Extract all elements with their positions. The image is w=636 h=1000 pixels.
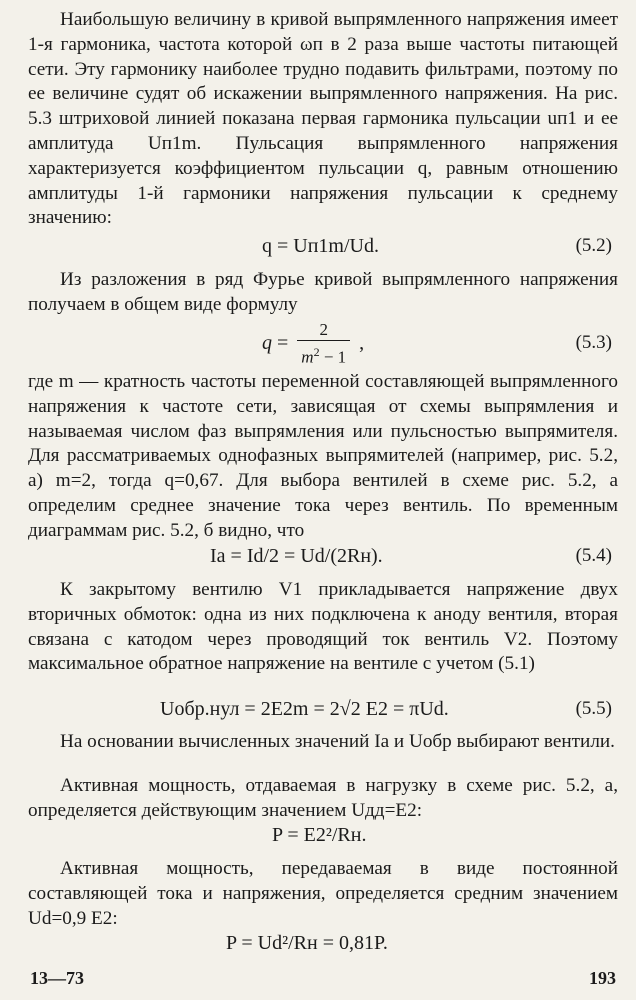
formula-5-3: [28, 320, 618, 367]
fraction: $\frac{2}{m^2 - 1}$: [297, 320, 350, 369]
formula-5-3-expression: q = $\frac{2}{m^2 - 1}$ ,: [262, 320, 365, 367]
formula-power-dc: [28, 928, 618, 958]
formula-5-5-number: (5.5): [575, 698, 612, 719]
paragraph-active-power-rms: Активная мощность, отдаваемая в нагрузку в схеме рис. 5.2, а, определяется действующим значением Uдд=E2:: [28, 775, 618, 821]
formula-5-3-number: (5.3): [575, 332, 612, 353]
formula-5-4: [28, 541, 618, 571]
formula-power-dc-expression: P = Ud²/Rн = 0,81P.: [226, 932, 388, 954]
paragraph-pulsation-number: где m — кратность частоты переменной составляющей выпрямленного напряжения к частоте сети, зависящая от схемы выпрямления и называемая числом фаз выпрямления или пульсностью выпрямителя. Для рассматриваемых однофазных выпрямителей (например, рис. 5.2, а) m=2, тогда q=0,67. Для выбора вентилей в схеме рис. 5.2, а определим среднее значение тока через вентиль. По временным диаграммам рис. 5.2, б видно, что: [28, 371, 618, 541]
printer-signature: 13—73: [30, 968, 84, 988]
formula-5-5: [28, 694, 618, 724]
formula-5-5-expression: Uобр.нул = 2E2m = 2√2 E2 = πUd.: [160, 698, 449, 720]
paragraph-fourier: Из разложения в ряд Фурье кривой выпрямленного напряжения получаем в общем виде формулу: [28, 269, 618, 315]
paragraph-choose-valves: На основании вычисленных значений Iа и Uобр выбирают вентили.: [60, 731, 615, 752]
formula-power-rms: [28, 820, 618, 850]
paragraph-first-harmonic: Наибольшую величину в кривой выпрямленного напряжения имеет 1-я гармоника, частота которой ωп в 2 раза выше частоты питающей сети. Эту гармонику наиболее трудно подавить фильтрами, поэтому по ее величине судят об искажении выпрямленного напряжения. На рис. 5.3 штриховой линией показана первая гармоника пульсации uп1 и ее амплитуда Uп1m. Пульсация выпрямленного напряжения характеризуется коэффициентом пульсации q, равным отношению амплитуды 1-й гармоники напряжения пульсации к среднему значению:: [28, 9, 618, 229]
formula-5-2: [28, 231, 618, 261]
formula-5-2-number: (5.2): [575, 235, 612, 256]
formula-5-2-expression: q = Uп1m/Ud.: [262, 235, 379, 257]
paragraph-reverse-voltage: К закрытому вентилю V1 прикладывается напряжение двух вторичных обмоток: одна из них подключена к аноду вентиля, вторая связана с катодом через проводящий ток вентиль V2. Поэтому максимальное обратное напряжение на вентиле с учетом (5.1): [28, 579, 618, 675]
page-number: 193: [589, 968, 616, 988]
formula-5-4-expression: Iа = Id/2 = Ud/(2Rн).: [210, 545, 383, 567]
formula-5-4-number: (5.4): [575, 545, 612, 566]
formula-power-rms-expression: P = E2²/Rн.: [272, 824, 367, 846]
paragraph-active-power-dc: Активная мощность, передаваемая в виде постоянной составляющей тока и напряжения, определяется средним значением Ud=0,9 E2:: [28, 858, 618, 929]
